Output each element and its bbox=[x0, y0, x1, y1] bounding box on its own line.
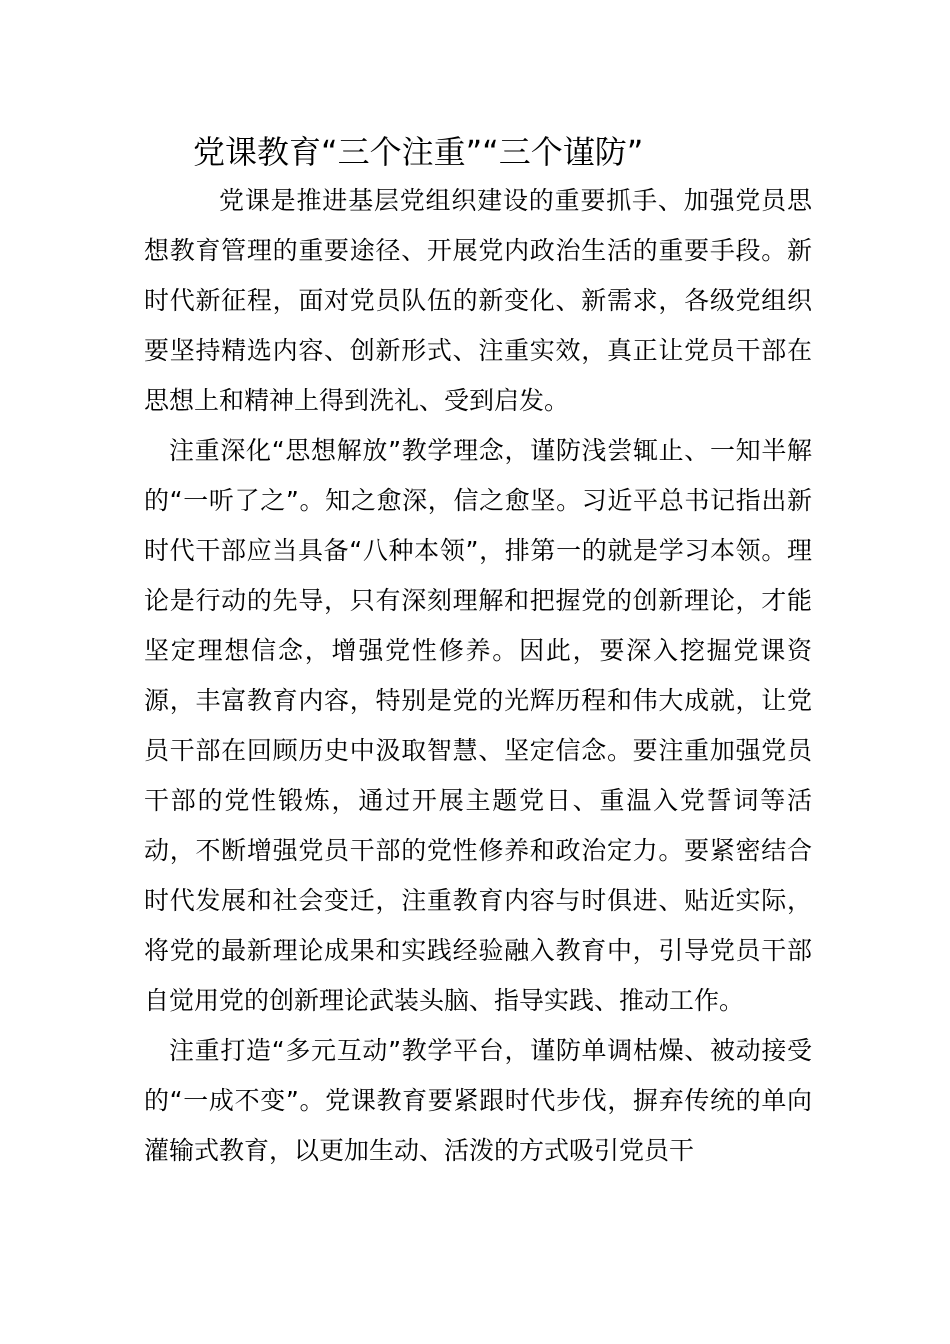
paragraph-intro: 党课是推进基层党组织建设的重要抓手、加强党员思想教育管理的重要途径、开展党内政治生活的重要手段。新时代新征程，面对党员队伍的新变化、新需求，各级党组织要坚持精选内容、创新形式、注重实效，真正让党员干部在思想上和精神上得到洗礼、受到启发。 bbox=[144, 186, 812, 415]
document-title: 党课教育“三个注重”“三个谨防” bbox=[193, 133, 644, 171]
paragraph-multi-interaction: 注重打造“多元互动”教学平台，谨防单调枯燥、被动接受的“一成不变”。党课教育要紧跟时代步伐，摒弃传统的单向灌输式教育，以更加生动、活泼的方式吸引党员干 bbox=[144, 1036, 812, 1165]
document-body bbox=[144, 176, 812, 1176]
paragraph-thought-liberation: 注重深化“思想解放”教学理念，谨防浅尝辄止、一知半解的“一听了之”。知之愈深，信之愈坚。习近平总书记指出新时代干部应当具备“八种本领”，排第一的就是学习本领。理论是行动的先导，只有深刻理解和把握党的创新理论，才能坚定理想信念，增强党性修养。因此，要深入挖掘党课资源，丰富教育内容，特别是党的光辉历程和伟大成就，让党员干部在回顾历史中汲取智慧、坚定信念。要注重加强党员干部的党性锻炼，通过开展主题党日、重温入党誓词等活动，不断增强党员干部的党性修养和政治定力。要紧密结合时代发展和社会变迁，注重教育内容与时俱进、贴近实际，将党的最新理论成果和实践经验融入教育中，引导党员干部自觉用党的创新理论武装头脑、指导实践、推动工作。 bbox=[144, 436, 812, 1015]
